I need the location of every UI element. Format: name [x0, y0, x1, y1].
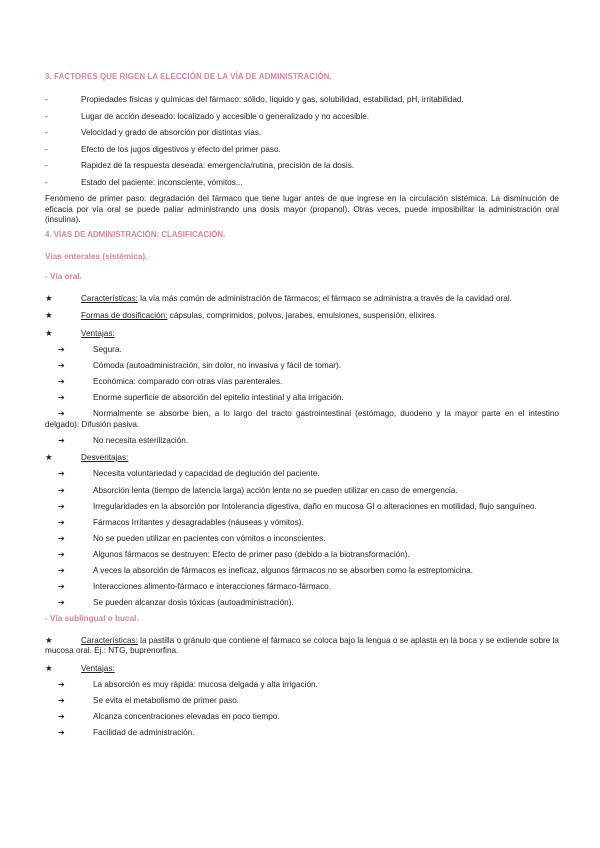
- arrow-icon: ➔: [58, 435, 65, 445]
- arrow-icon: ➔: [58, 696, 65, 705]
- list-item: ➔ Interacciones alimento-fármaco e interacciones fármaco-fármaco.: [45, 582, 559, 592]
- list-item: ➔ Normalmente se absorbe bien, a lo largo del tracto gastrointestinal (estómago, duodeno y la mayor parte en el intestino delgado): Difusión pasiva.: [45, 409, 559, 429]
- oral-dosage-forms: ★ Formas de dosificación: cápsulas, comprimidos, polvos, jarabes, emulsiones, suspensión, elixires.: [45, 310, 437, 321]
- list-item: ➔ Enorme superficie de absorción del epitelio intestinal y alta irrigación.: [45, 393, 559, 403]
- star-icon: ★: [45, 292, 53, 303]
- list-item: - Rapidez de la respuesta deseada: emergencia/rutina, precisión de la dosis.: [45, 161, 355, 171]
- star-icon: ★: [45, 662, 53, 673]
- oral-advantages-list: [45, 345, 559, 446]
- factors-list: [45, 95, 559, 188]
- arrow-icon: ➔: [58, 501, 65, 511]
- arrow-icon: ➔: [58, 469, 65, 479]
- arrow-icon: ➔: [58, 533, 65, 543]
- arrow-icon: ➔: [58, 549, 65, 559]
- oral-advantages-label: ★ Ventajas:: [45, 327, 115, 338]
- sublingual-advantages-label: ★ Ventajas:: [45, 662, 115, 673]
- section-3-heading: 3. FACTORES QUE RIGEN LA ELECCIÓN DE LA VÍA DE ADMINISTRACIÓN.: [45, 72, 332, 81]
- arrow-icon: ➔: [58, 712, 65, 722]
- arrow-icon: ➔: [58, 377, 65, 387]
- list-item: ➔ A veces la absorción de fármacos es ineficaz, algunos fármacos no se absorben como la estreptomicina.: [45, 566, 559, 576]
- list-item: ➔ Se pueden alcanzar dosis tóxicas (autoadministración).: [45, 598, 559, 608]
- arrow-icon: ➔: [58, 728, 65, 738]
- list-item: ➔ Algunos fármacos se destruyen: Efecto de primer paso (debido a la biotransformación).: [45, 550, 559, 560]
- sublingual-route-heading: - Vía sublingual o bucal.: [45, 614, 139, 624]
- list-item: ➔ Cómoda (autoadministración, sin dolor, no invasiva y fácil de tomar).: [45, 361, 559, 371]
- sublingual-characteristics: ★ Características: la pastilla o gránulo que contiene el fármaco se coloca bajo la lengua o se aplasta en la boca y se extiende sobre la mucosa oral. Ej.: NTG, buprenorfina.: [45, 634, 559, 656]
- section-4-heading: 4. VÍAS DE ADMINISTRACIÓN: CLASIFICACIÓN.: [45, 229, 226, 239]
- arrow-icon: ➔: [58, 409, 65, 419]
- enteral-routes-heading: Vías enterales (sistémica).: [45, 252, 148, 262]
- arrow-icon: ➔: [58, 517, 65, 527]
- list-item: ➔ Irregularidades en la absorción por Intolerancia digestiva, daño en mucosa GI o alteraciones en motilidad, flujo sanguíneo.: [45, 502, 559, 512]
- arrow-icon: ➔: [58, 598, 65, 608]
- list-item: - Propiedades físicas y químicas del fármaco: sólido, líquido y gas, solubilidad, estabilidad, pH, irritabilidad.: [45, 95, 464, 105]
- sublingual-advantages-list: [45, 680, 559, 739]
- document-page: [45, 72, 559, 744]
- list-item: ➔ Alcanza concentraciones elevadas en poco tiempo.: [45, 712, 559, 722]
- arrow-icon: ➔: [58, 393, 65, 403]
- oral-disadvantages-label: ★ Desventajas:: [45, 452, 129, 463]
- arrow-icon: ➔: [58, 566, 65, 575]
- arrow-icon: ➔: [58, 345, 65, 355]
- list-item: ➔ Necesita voluntariedad y capacidad de deglución del paciente.: [45, 469, 559, 479]
- list-item: - Lugar de acción deseado: localizado y accesible o generalizado y no accesible.: [45, 111, 370, 121]
- star-icon: ★: [45, 327, 53, 338]
- oral-route-heading: - Vía oral.: [45, 272, 82, 282]
- list-item: - Velocidad y grado de absorción por distintas vías.: [45, 128, 262, 138]
- oral-disadvantages-list: [45, 469, 559, 608]
- list-item: - Estado del paciente: inconsciente, vómitos...: [45, 177, 243, 187]
- list-item: ➔ Fármacos Irritantes y desagradables (náuseas y vómitos).: [45, 518, 559, 528]
- list-item: ➔ Económica: comparado con otras vías parenterales.: [45, 377, 559, 387]
- list-item: ➔ Se evita el metabolismo de primer paso.: [45, 696, 559, 706]
- oral-characteristics: ★ Características: la vía más común de administración de fármacos; el fármaco se administra a través de la cavidad oral.: [45, 292, 512, 303]
- star-icon: ★: [45, 634, 53, 645]
- list-item: ➔ Segura.: [45, 345, 559, 355]
- list-item: ➔ La absorción es muy rápida: mucosa delgada y alta irrigación.: [45, 680, 559, 690]
- arrow-icon: ➔: [58, 361, 65, 371]
- arrow-icon: ➔: [58, 485, 65, 495]
- list-item: ➔ No se pueden utilizar en pacientes con vómitos o inconscientes.: [45, 534, 559, 544]
- list-item: ➔ No necesita esterilización.: [45, 436, 559, 446]
- list-item: ➔ Absorción lenta (tiempo de latencia larga) acción lenta no se pueden utilizar en caso de emergencia.: [45, 486, 559, 496]
- list-item: - Efecto de los jugos digestivos y efecto del primer paso.: [45, 144, 281, 154]
- star-icon: ★: [45, 310, 53, 321]
- list-item: ➔ Facilidad de administración.: [45, 728, 559, 738]
- arrow-icon: ➔: [58, 582, 65, 592]
- star-icon: ★: [45, 452, 53, 463]
- arrow-icon: ➔: [58, 679, 65, 689]
- first-pass-paragraph: Fenómeno de primer paso: degradación del fármaco que tiene lugar antes de que ingrese en la circulación sistémica. La disminución de eficacia por vía oral se puede paliar administrando una dosis mayor (propanol). Otras veces, puede imposibilitar la administración oral (insulina).: [45, 194, 559, 225]
